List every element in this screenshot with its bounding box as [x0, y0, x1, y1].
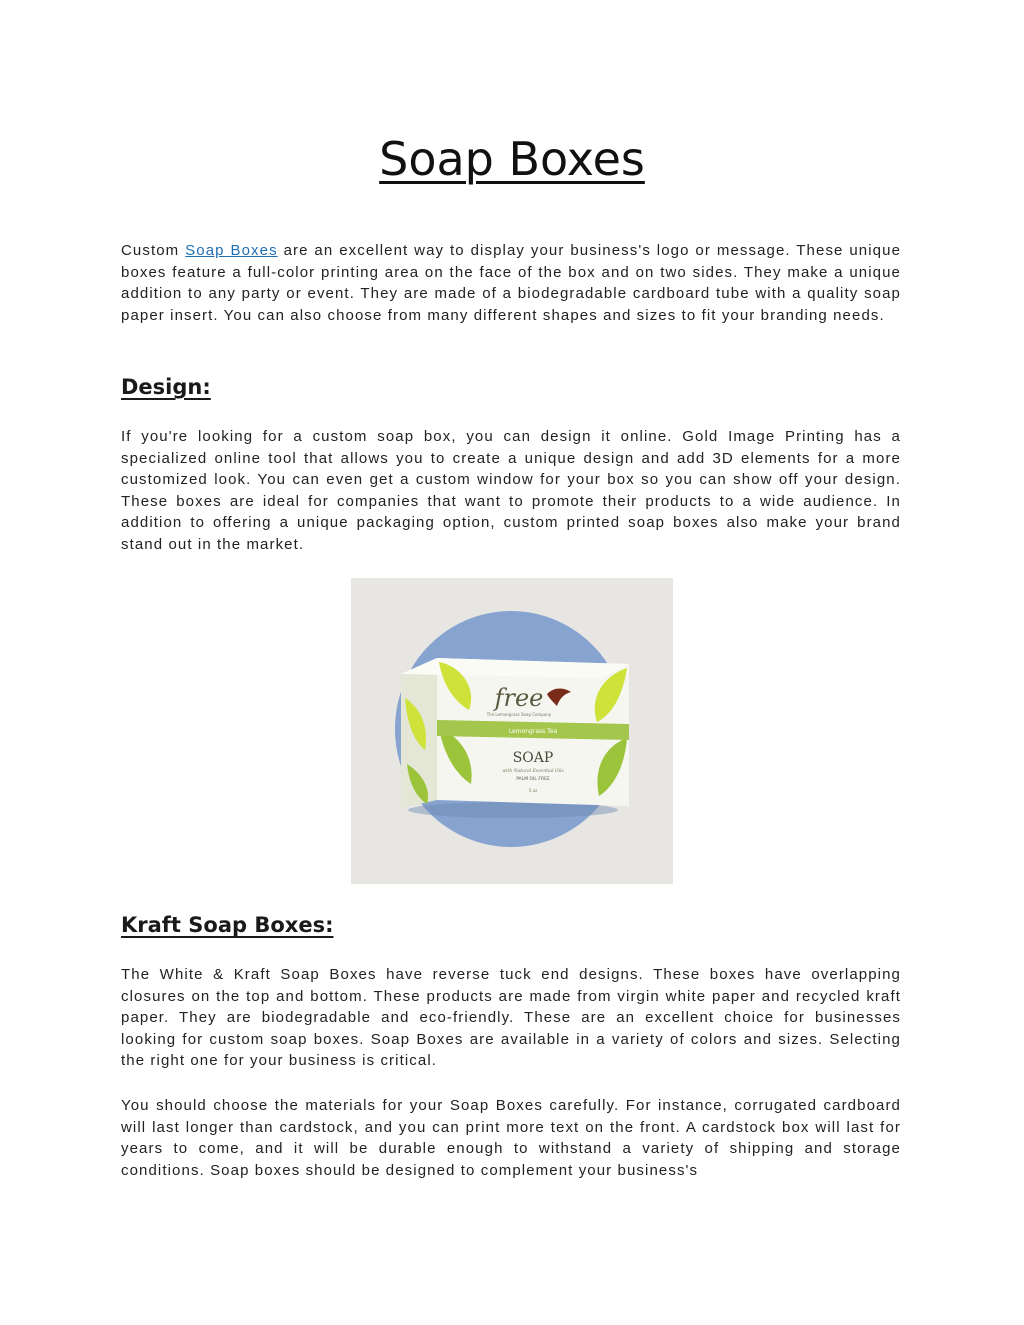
intro-text-after: are an excellent way to display your business's logo or message. These unique boxes feature a full-color printing area on the face of the box and on two sides. They make a unique addition to any party or event. They are made of a biodegradable cardboard tube with a quality soap paper insert. You can also choose from many different shapes and sizes to fit your branding needs. [121, 242, 902, 324]
soap-box-illustration [351, 578, 673, 884]
palm-oil-claim: PALM OIL FREE [516, 777, 550, 782]
intro-text-before: Custom [121, 242, 186, 259]
intro-paragraph [121, 240, 901, 326]
design-paragraph: If you're looking for a custom soap box, you can design it online. Gold Image Printing has a specialized online tool that allows you to create a unique design and add 3D elements for a more customized look. You can even get a custom window for your box so you can show off your design. These boxes are ideal for companies that want to promote their products to a wide audience. In addition to offering a unique packaging option, custom printed soap boxes also make your brand stand out in the market. [121, 428, 901, 553]
page-title [0, 128, 1024, 190]
product-description: with Natural Essential Oils [502, 769, 564, 774]
page-title-text: Soap Boxes [379, 132, 645, 186]
design-heading: Design: [121, 375, 211, 399]
product-image [351, 578, 673, 884]
kraft-soap-boxes-heading: Kraft Soap Boxes: [121, 913, 334, 937]
kraft-paragraph-2: You should choose the materials for your Soap Boxes carefully. For instance, corrugated cardboard will last longer than cardstock, and you can print more text on the front. A cardstock box will last for years to come, and it will be durable enough to withstand a variety of shipping and storage conditions. Soap boxes should be designed to complement your business's [121, 1097, 901, 1179]
brand-tagline: The Lemongrass Soap Company [486, 712, 552, 717]
kraft-paragraph-1: The White & Kraft Soap Boxes have reverse tuck end designs. These boxes have overlapping closures on the top and bottom. These products are made from virgin white paper and recycled kraft paper. They are biodegradable and eco-friendly. These are an excellent choice for businesses looking for custom soap boxes. Soap Boxes are available in a variety of colors and sizes. Selecting the right one for your business is critical. [121, 966, 901, 1069]
soap-boxes-link[interactable]: Soap Boxes [185, 242, 278, 259]
product-name: SOAP [512, 750, 554, 766]
flavor-text: Lemongrass Tea [508, 728, 558, 735]
net-weight: 5 oz [528, 788, 538, 793]
brand-text: free [494, 684, 544, 712]
